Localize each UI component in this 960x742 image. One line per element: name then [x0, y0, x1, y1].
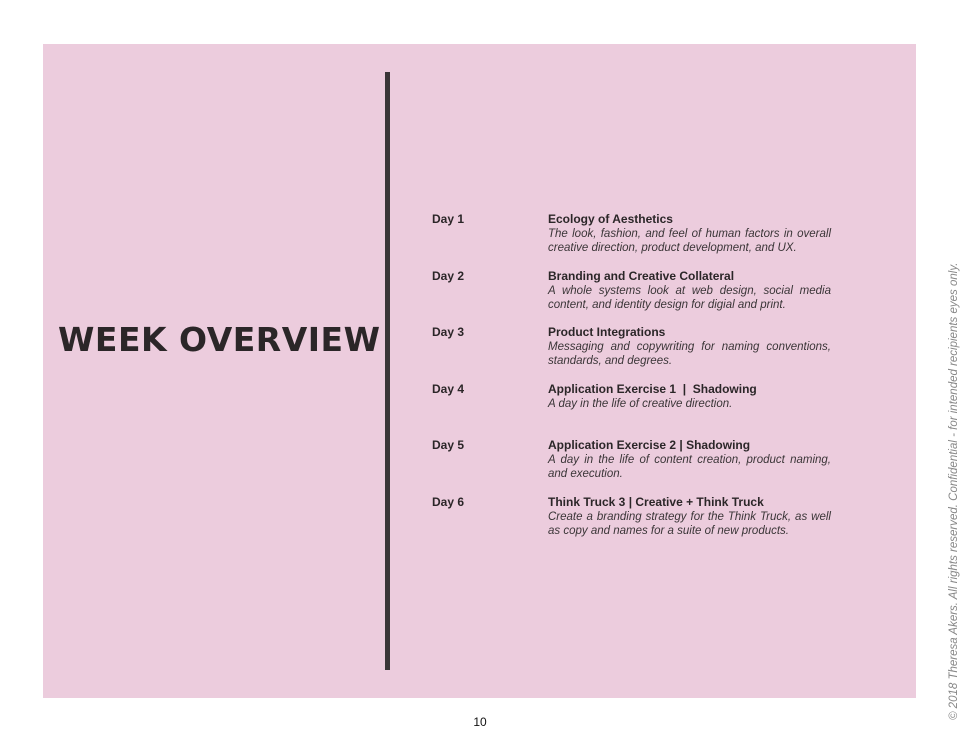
day-row-6 — [432, 495, 832, 552]
day-description: A whole systems look at web design, social media content, and identity design for digial and print. — [548, 284, 831, 311]
day-title: Think Truck 3 | Creative + Think Truck — [548, 494, 764, 509]
day-row-4 — [432, 382, 832, 439]
day-title: Application Exercise 2 | Shadowing — [548, 438, 751, 452]
day-content — [548, 212, 831, 255]
day-label: Day 6 — [432, 494, 465, 509]
vertical-divider — [385, 72, 390, 670]
day-content — [548, 495, 831, 538]
day-title: Ecology of Aesthetics — [548, 212, 673, 226]
copyright-notice: © 2018 Theresa Akers. All rights reserved. Confidential - for intended recipients eyes only. — [948, 262, 960, 720]
day-row-2 — [432, 269, 832, 326]
day-label: Day 5 — [432, 438, 465, 452]
day-label: Day 2 — [432, 268, 465, 283]
day-description: Messaging and copywriting for naming conventions, standards, and degrees. — [548, 341, 831, 367]
day-title: Product Integrations — [548, 325, 666, 339]
day-label: Day 1 — [432, 212, 465, 226]
day-content — [548, 438, 831, 481]
day-row-3 — [432, 325, 832, 382]
page-number: 10 — [473, 715, 487, 729]
day-description: A day in the life of creative direction. — [548, 397, 733, 410]
day-label: Day 4 — [432, 381, 465, 396]
day-content — [548, 325, 831, 368]
page-title: WEEK OVERVIEW — [58, 320, 381, 359]
day-content — [548, 382, 831, 411]
day-title: Branding and Creative Collateral — [548, 268, 735, 283]
day-content — [548, 269, 831, 312]
day-row-5 — [432, 438, 832, 495]
day-label: Day 3 — [432, 325, 465, 339]
week-schedule — [432, 212, 832, 551]
day-title: Application Exercise 1 | Shadowing — [548, 381, 757, 396]
day-row-1 — [432, 212, 832, 269]
day-description: Create a branding strategy for the Think Truck, as well as copy and names for a suite of new products. — [548, 510, 831, 537]
day-description: A day in the life of content creation, product naming, and execution. — [548, 454, 831, 480]
day-description: The look, fashion, and feel of human factors in overall creative direction, product development, and UX. — [548, 228, 831, 254]
